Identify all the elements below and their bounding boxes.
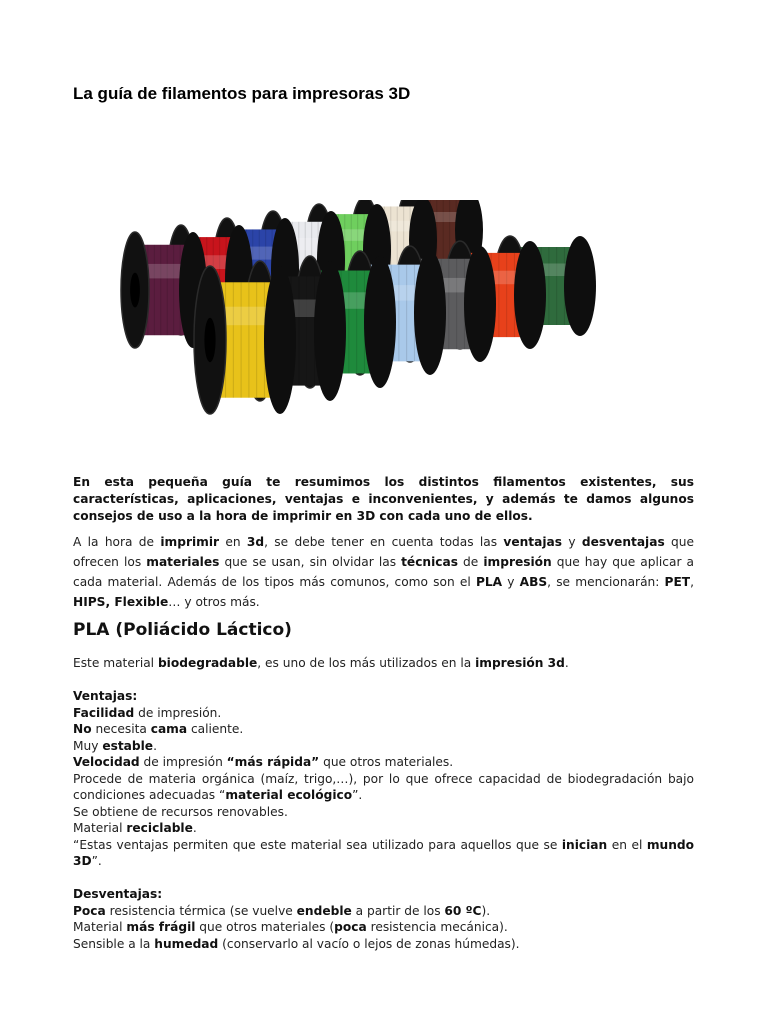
text-line: [73, 771, 694, 804]
text-run: ,: [690, 575, 694, 589]
bold-text: 60 ºC: [444, 903, 482, 918]
section-title-pla: PLA (Poliácido Láctico): [73, 620, 292, 640]
text-run: y: [562, 535, 582, 549]
bold-text: estable: [102, 738, 154, 753]
pla-section-body: [73, 655, 694, 952]
intro-paragraph: En esta pequeña guía te resumimos los distintos filamentos existentes, sus características, aplicaciones, ventajas e inconvenientes, y además te damos algunos consejos de uso a la hora de imprimir en 3D con cada uno de ellos.: [73, 475, 694, 523]
bold-text: 3d: [246, 535, 265, 549]
text-run: que se usan, sin olvidar las: [219, 555, 402, 569]
text-run: resistencia térmica (se vuelve: [105, 903, 297, 918]
text-line: [73, 721, 694, 738]
text-run: .: [564, 656, 569, 670]
text-run: Material: [73, 920, 127, 934]
text-run: .: [192, 821, 197, 835]
text-line: [73, 688, 694, 705]
blank-line: [73, 672, 694, 689]
text-run: ”.: [352, 788, 363, 802]
text-line: [73, 804, 694, 821]
text-line: [73, 903, 694, 920]
text-line: [73, 738, 694, 755]
bold-text: inician: [561, 837, 608, 852]
bold-text: endeble: [296, 903, 352, 918]
text-run: ).: [481, 903, 491, 918]
bold-text: ABS: [519, 575, 548, 589]
bold-text: mundo 3D: [73, 837, 695, 868]
text-run: a partir de los: [351, 903, 445, 918]
bold-text: impresión 3d: [475, 656, 565, 670]
text-run: .: [153, 738, 157, 753]
text-run: A la hora de: [73, 535, 161, 549]
text-run: de impresión.: [134, 705, 222, 720]
text-run: , se debe tener en cuenta todas las: [264, 535, 504, 549]
bold-text: Poca: [73, 903, 106, 918]
text-run: Muy: [73, 738, 103, 753]
text-run: en el: [607, 837, 647, 852]
text-run: Este material: [73, 656, 158, 670]
text-run: que ofrecen los: [73, 535, 694, 569]
text-run: que otros materiales.: [319, 755, 454, 769]
bold-text: poca: [334, 920, 367, 934]
text-run: , se mencionarán:: [547, 575, 665, 589]
bold-text: ventajas: [503, 535, 563, 549]
text-run: de: [457, 555, 484, 569]
page-title: La guía de filamentos para impresoras 3D: [73, 84, 411, 103]
bold-text: Ventajas:: [73, 689, 138, 703]
front-spool-0: [194, 266, 296, 414]
bold-text: PET: [664, 575, 691, 589]
bold-text: Facilidad: [73, 705, 135, 720]
text-run: ”.: [91, 854, 102, 868]
text-run: … y otros más.: [168, 595, 260, 609]
bold-text: No: [73, 722, 92, 736]
text-run: “Estas ventajas permiten que este material sea utilizado para aquellos que se: [73, 837, 562, 852]
blank-line: [73, 870, 694, 887]
text-line: [73, 936, 694, 953]
text-line: [73, 655, 694, 672]
text-run: que hay que aplicar a cada material. Además de los tipos más comunos, como son el: [73, 555, 694, 589]
text-line: [73, 837, 694, 870]
bold-text: impresión: [483, 555, 552, 569]
bold-text: humedad: [154, 936, 219, 951]
bold-text: HIPS, Flexible: [73, 595, 169, 609]
bold-text: imprimir: [160, 535, 220, 549]
bold-text: material ecológico: [225, 788, 353, 802]
bold-text: biodegradable: [157, 656, 258, 670]
bold-text: materiales: [146, 555, 220, 569]
text-run: en: [219, 535, 247, 549]
bold-text: desventajas: [581, 535, 665, 549]
bold-text: reciclable: [126, 821, 193, 835]
text-line: [73, 705, 694, 722]
text-run: Material: [73, 821, 127, 835]
bold-text: técnicas: [401, 555, 458, 569]
text-run: caliente.: [187, 722, 244, 736]
text-run: (conservarlo al vacío o lejos de zonas húmedas).: [218, 936, 520, 951]
overview-paragraph: [73, 532, 694, 612]
bold-text: cama: [150, 722, 188, 736]
text-run: y: [502, 575, 520, 589]
text-run: , es uno de los más utilizados en la: [257, 656, 476, 670]
text-run: Se obtiene de recursos renovables.: [73, 804, 288, 819]
text-run: resistencia mecánica).: [366, 920, 508, 934]
bold-text: PLA: [475, 575, 503, 589]
text-run: necesita: [91, 722, 151, 736]
text-run: Sensible a la: [73, 936, 155, 951]
text-run: de impresión: [139, 755, 227, 769]
text-line: [73, 886, 694, 903]
bold-text: Desventajas:: [73, 887, 163, 901]
filament-spools-image: [115, 200, 615, 432]
bold-text: más frágil: [126, 920, 196, 934]
bold-text: “más rápida”: [226, 755, 320, 769]
bold-text: Velocidad: [73, 755, 140, 769]
text-line: [73, 820, 694, 837]
text-run: que otros materiales (: [195, 920, 335, 934]
text-line: [73, 919, 694, 936]
text-line: [73, 754, 694, 771]
text-run: Procede de materia orgánica (maíz, trigo,…), por lo que ofrece capacidad de biodegradación bajo condiciones adecuadas “: [73, 771, 694, 802]
